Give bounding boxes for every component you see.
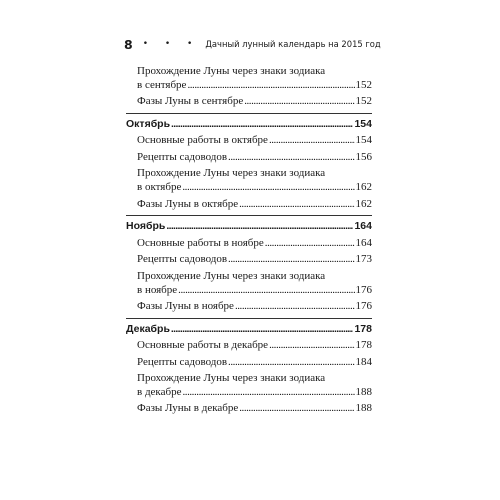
section-page-number: 154: [354, 117, 372, 130]
toc-entry: [126, 151, 372, 165]
entry-title-line2: в сентябре: [137, 78, 187, 91]
dot-leader: [171, 323, 354, 337]
dot-leader: [182, 181, 354, 195]
entry-page-number: 188: [355, 385, 372, 398]
dot-leader: [269, 134, 355, 148]
entry-page-number: 154: [355, 134, 372, 147]
entry-page-number: 156: [355, 150, 372, 163]
toc-entry: [126, 198, 372, 212]
dot-leader: [166, 220, 353, 234]
dot-leader: [171, 118, 353, 132]
toc-entry: [126, 356, 372, 370]
entry-page-number: 176: [355, 300, 372, 313]
entry-title-line2-row: [137, 79, 372, 93]
entry-title: Рецепты садоводов: [137, 355, 228, 368]
toc-entry: [126, 402, 372, 416]
entry-title-line1: Прохождение Луны через знаки зодиака: [137, 269, 326, 282]
entry-title: Основные работы в октябре: [137, 134, 268, 147]
entry-title-line1: Прохождение Луны через знаки зодиака: [137, 372, 326, 385]
entry-page-number: 152: [355, 95, 372, 108]
table-of-contents: [126, 65, 372, 416]
running-head: [124, 36, 381, 52]
toc-entry: [126, 237, 372, 251]
toc-entry: [126, 300, 372, 314]
dot-leader: [178, 284, 354, 298]
toc-entry: [126, 270, 372, 297]
decorative-bullets: • • •: [142, 39, 200, 49]
entry-title: Рецепты садоводов: [137, 150, 228, 163]
toc-entry: [126, 253, 372, 267]
dot-leader: [182, 386, 354, 400]
toc-section-heading: [126, 215, 372, 234]
entry-title: Фазы Луны в декабре: [137, 402, 239, 415]
dot-leader: [228, 253, 354, 267]
dot-leader: [187, 79, 354, 93]
section-title: Ноябрь: [126, 220, 166, 233]
entry-title: Основные работы в ноябре: [137, 236, 264, 249]
toc-entry: [126, 372, 372, 399]
entry-page-number: 188: [355, 402, 372, 415]
entry-title-line1: Прохождение Луны через знаки зодиака: [137, 65, 326, 77]
toc-entry: [126, 95, 372, 109]
dot-leader: [228, 356, 354, 370]
section-page-number: 164: [354, 220, 372, 233]
toc-entry: [126, 65, 372, 92]
entry-title-line2: в ноябре: [137, 283, 178, 296]
dot-leader: [239, 402, 354, 416]
entry-page-number: 176: [355, 283, 372, 296]
toc-entry: [126, 134, 372, 148]
entry-page-number: 184: [355, 355, 372, 368]
entry-title-line2: в октябре: [137, 181, 182, 194]
entry-page-number: 178: [355, 339, 372, 352]
entry-title-line1: Прохождение Луны через знаки зодиака: [137, 167, 326, 180]
entry-title: Рецепты садоводов: [137, 253, 228, 266]
dot-leader: [244, 95, 354, 109]
entry-title-line2-row: [137, 181, 372, 195]
dot-leader: [235, 300, 355, 314]
entry-title-line2: в декабре: [137, 385, 182, 398]
toc-entry: [126, 339, 372, 353]
entry-title-line2-row: [137, 284, 372, 298]
page-number: 8: [124, 36, 133, 52]
entry-page-number: 152: [355, 78, 372, 91]
entry-title: Фазы Луны в сентябре: [137, 95, 244, 108]
section-title: Декабрь: [126, 322, 170, 335]
entry-title: Основные работы в декабре: [137, 339, 269, 352]
entry-page-number: 162: [355, 181, 372, 194]
entry-title: Фазы Луны в октябре: [137, 197, 239, 210]
entry-page-number: 162: [355, 197, 372, 210]
dot-leader: [239, 198, 354, 212]
section-page-number: 178: [354, 322, 372, 335]
toc-entry: [126, 167, 372, 194]
dot-leader: [269, 339, 354, 353]
toc-section-heading: [126, 318, 372, 337]
entry-page-number: 164: [355, 236, 372, 249]
toc-section-heading: [126, 113, 372, 132]
entry-title-line2-row: [137, 386, 372, 400]
dot-leader: [265, 237, 355, 251]
entry-page-number: 173: [355, 253, 372, 266]
entry-title: Фазы Луны в ноябре: [137, 300, 234, 313]
book-title: Дачный лунный календарь на 2015 год: [205, 39, 381, 49]
section-title: Октябрь: [126, 117, 171, 130]
dot-leader: [228, 151, 354, 165]
